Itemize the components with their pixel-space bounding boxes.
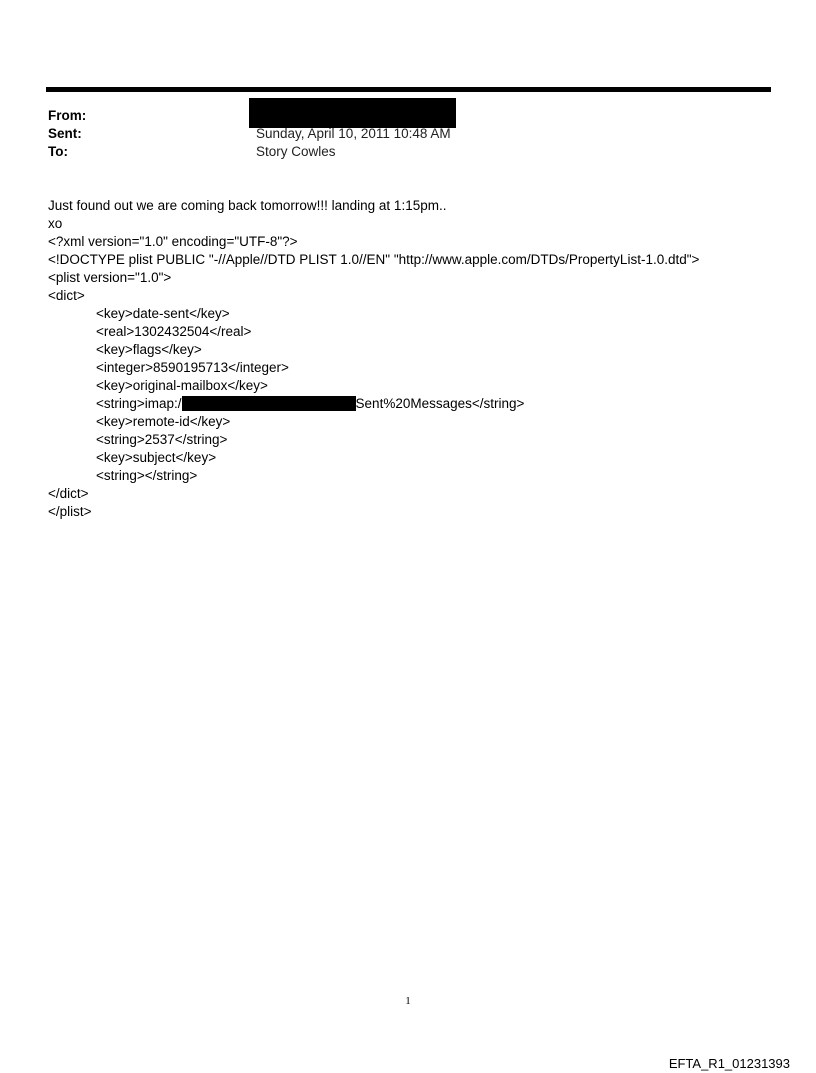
plist-entry-line: <integer>8590195713</integer> [96,360,289,375]
redaction-block-mailbox [182,396,356,411]
plist-close-line: </plist> [48,504,92,519]
from-row [48,107,748,125]
sent-row [48,125,748,143]
page-number: 1 [405,995,411,1007]
sent-label: Sent: [48,126,82,141]
mailbox-prefix: <string>imap:/ [96,396,182,411]
plist-entry-line: <key>subject</key> [96,450,217,465]
plist-open-line: <plist version="1.0"> [48,270,172,285]
dict-close-line: </dict> [48,486,89,501]
plist-entry-line: <key>original-mailbox</key> [96,378,268,393]
to-label: To: [48,144,68,159]
plist-entry-line: <string></string> [96,468,198,483]
plist-entry-line: <key>remote-id</key> [96,414,231,429]
plist-entry-line: <string>2537</string> [96,432,228,447]
sent-value: Sunday, April 10, 2011 10:48 AM [256,126,451,141]
mailbox-suffix: Sent%20Messages</string> [355,396,525,411]
from-label: From: [48,108,87,123]
to-row [48,143,748,161]
plist-entry-line: <real>1302432504</real> [96,324,252,339]
plist-entry-line: <key>flags</key> [96,342,202,357]
xml-declaration-line: <?xml version="1.0" encoding="UTF-8"?> [48,234,298,249]
plist-entry-line: <key>date-sent</key> [96,306,230,321]
email-body [48,197,768,521]
to-value: Story Cowles [256,144,336,159]
header-divider [46,87,771,92]
bates-number: EFTA_R1_01231393 [668,1056,790,1071]
dict-open-line: <dict> [48,288,85,303]
plist-mailbox-line [48,395,768,413]
doctype-line: <!DOCTYPE plist PUBLIC "-//Apple//DTD PLIST 1.0//EN" "http://www.apple.com/DTDs/PropertyList-1.0.dtd"> [48,252,700,267]
message-line: Just found out we are coming back tomorrow!!! landing at 1:15pm.. [48,198,447,213]
signoff-line: xo [48,216,63,231]
email-header [48,107,748,161]
